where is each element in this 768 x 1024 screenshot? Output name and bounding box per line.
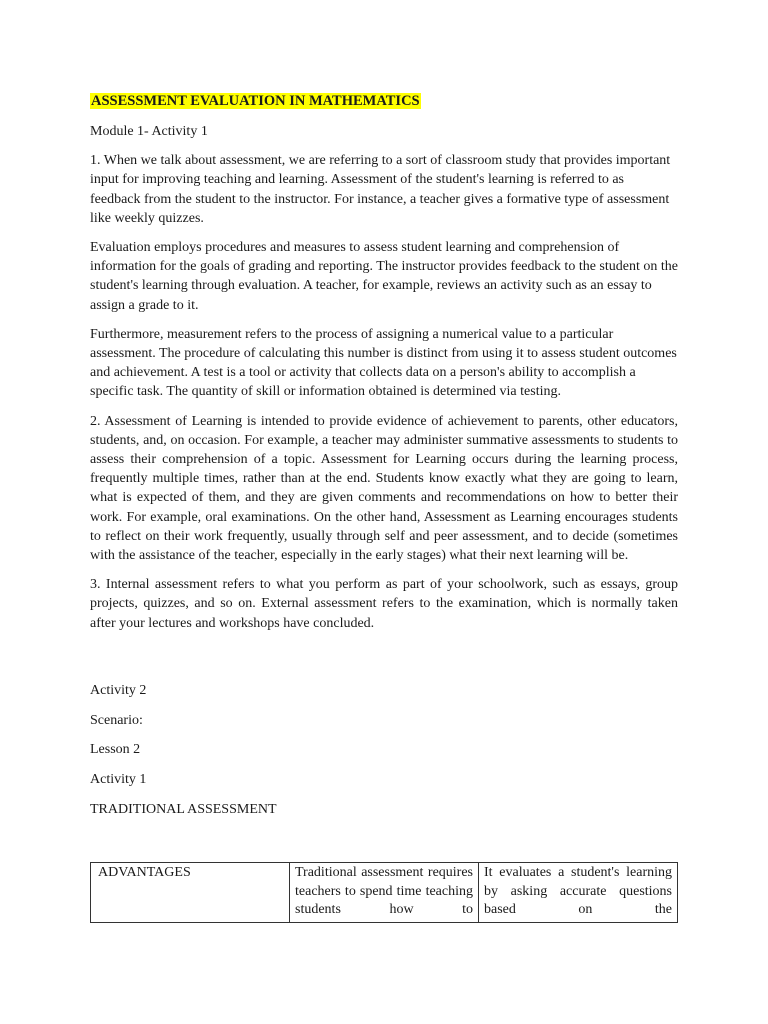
paragraph-1: 1. When we talk about assessment, we are referring to a sort of classroom study that provides important input for improving teaching and learning. Assessment of the student's learning is referred to as feedback from the student to the instructor. For instance, a teacher gives a formative type of assessment like weekly quizzes. [90,153,671,226]
section-heading: TRADITIONAL ASSESSMENT [90,801,277,817]
table-cell-label: ADVANTAGES [91,863,290,923]
paragraph-2: Evaluation employs procedures and measures to assess student learning and comprehension of information for the goals of grading and reporting. The instructor provides feedback to the student on the student's learning through evaluation. A teacher, for example, reviews an activity such as an essay to assign a grade to it. [90,240,678,313]
blank-space [90,643,678,681]
activity-2-label: Activity 2 [90,682,147,698]
paragraph-5: 3. Internal assessment refers to what you perform as part of your schoolwork, such as essays, group projects, quizzes, and so on. External assessment refers to the examination, which is normally taken after your lectures and workshops have concluded. [90,577,678,631]
lesson-label: Lesson 2 [90,742,141,758]
table-cell-col3: It evaluates a student's learning by asking accurate questions based on the [479,863,678,923]
scenario-label: Scenario: [90,712,143,728]
highlighted-title-text: ASSESSMENT EVALUATION IN MATHEMATICS [91,93,420,109]
table-cell-col2: Traditional assessment requires teachers to spend time teaching students how to [290,863,479,923]
document-title [90,92,678,110]
paragraph-3: Furthermore, measurement refers to the process of assigning a numerical value to a particular assessment. The procedure of calculating this number is distinct from using it to assess student outcomes and achievement. A test is a tool or activity that collects data on a person's ability to accomplish a specific task. The quantity of skill or information obtained is determined via testing. [90,326,677,400]
module-label: Module 1- Activity 1 [90,124,208,139]
traditional-assessment-table [90,862,678,923]
document-body [90,92,678,829]
paragraph-4: 2. Assessment of Learning is intended to provide evidence of achievement to parents, other educators, students, and, on occasion. For example, a teacher may administer summative assessments to students to assess their comprehension of a topic. Assessment for Learning occurs during the learning process, frequently multiple times, rather than at the end. Students know exactly what they are going to learn, what is expected of them, and they are given comments and recommendations on how to better their work. For example, oral examinations. On the other hand, Assessment as Learning encourages students to reflect on their work frequently, usually through self and peer assessment, and to decide (sometimes with the assistance of the teacher, especially in the early stages) what their next learning will be. [90,413,678,564]
activity-1-label: Activity 1 [90,771,147,787]
table-row [91,863,678,923]
